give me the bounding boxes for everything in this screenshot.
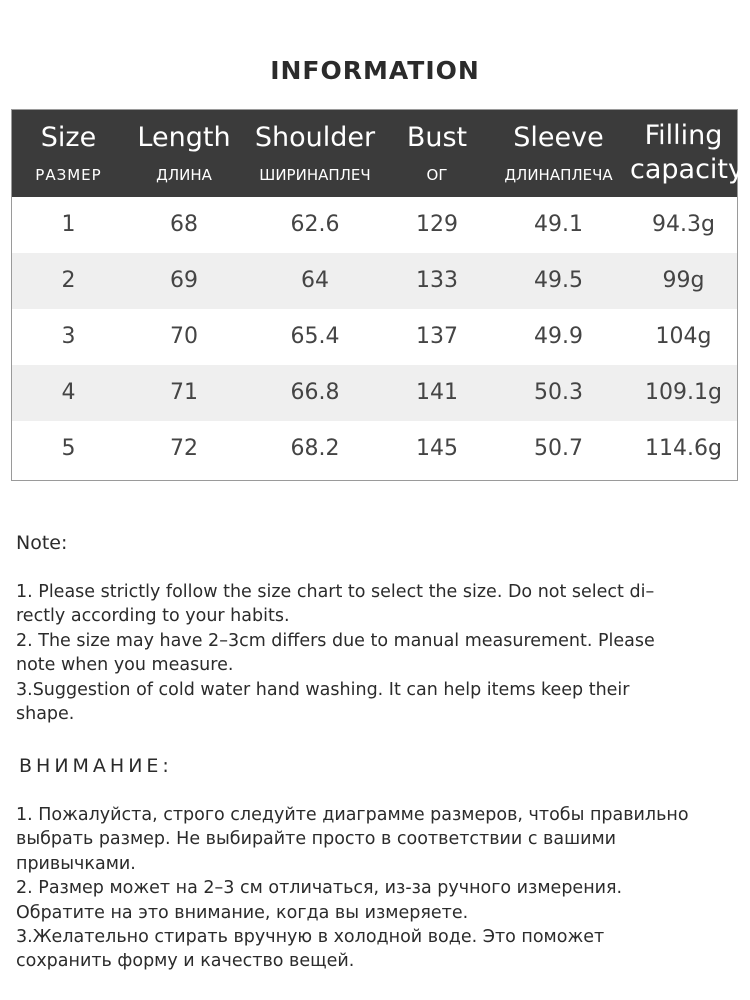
note-line: 3.Желательно стирать вручную в холодной воде. Это поможет <box>16 927 605 948</box>
table-header <box>12 110 744 197</box>
note-line: сохранить форму и качество вещей. <box>16 951 355 972</box>
header-length-en: Length <box>137 122 231 153</box>
note-line: 2. The size may have 2–3cm differs due to manual measurement. Please <box>16 630 655 651</box>
table-row <box>12 365 737 421</box>
header-bust <box>387 110 487 197</box>
cell-size: 4 <box>61 380 76 405</box>
note-line: 3.Suggestion of cold water hand washing. It can help items keep their <box>16 679 630 700</box>
cell-size: 2 <box>61 268 76 293</box>
cell-filling: 104g <box>655 324 712 349</box>
note-line: выбрать размер. Не выбирайте просто в соответствии с вашими <box>16 829 617 850</box>
cell-filling: 109.1g <box>645 380 722 405</box>
note-heading-en: Note: <box>16 532 68 554</box>
header-bust-ru: ОГ <box>426 166 448 184</box>
cell-sleeve: 49.9 <box>534 324 583 349</box>
table-row <box>12 253 737 309</box>
header-size-ru: РАЗМЕР <box>35 166 102 184</box>
size-table <box>11 109 744 481</box>
cell-length: 69 <box>170 268 198 293</box>
table-body <box>12 197 737 477</box>
note-line: 1. Пожалуйста, строго следуйте диаграмме размеров, чтобы правильно <box>16 805 689 825</box>
cell-filling: 114.6g <box>645 436 722 461</box>
cell-bust: 129 <box>416 212 458 237</box>
cell-length: 68 <box>170 212 198 237</box>
header-bust-en: Bust <box>406 122 468 153</box>
header-sleeve-en: Sleeve <box>513 122 604 153</box>
cell-bust: 133 <box>416 268 458 293</box>
header-filling <box>630 110 744 197</box>
cell-length: 71 <box>170 380 198 405</box>
note-ru-body <box>16 803 736 974</box>
header-filling-en: Filling <box>644 120 723 151</box>
cell-filling: 99g <box>662 268 705 293</box>
cell-length: 72 <box>170 436 198 461</box>
header-length <box>125 110 243 197</box>
cell-shoulder: 64 <box>301 268 329 293</box>
cell-shoulder: 62.6 <box>290 212 340 237</box>
note-line: 2. Размер может на 2–3 см отличаться, из-за ручного измерения. <box>16 878 623 899</box>
cell-length: 70 <box>170 324 198 349</box>
cell-bust: 141 <box>416 380 458 405</box>
cell-bust: 137 <box>416 324 458 349</box>
note-line: rectly according to your habits. <box>16 606 290 627</box>
note-line: 1. Please strictly follow the size chart to select the size. Do not select di– <box>16 582 655 602</box>
header-size <box>12 110 125 197</box>
note-heading-ru: ВНИМАНИЕ: <box>19 755 173 777</box>
cell-sleeve: 50.3 <box>534 380 583 405</box>
header-sleeve-ru: ДЛИНАПЛЕЧА <box>504 166 613 184</box>
cell-sleeve: 49.1 <box>534 212 583 237</box>
header-filling-ru: capacity <box>630 154 744 185</box>
cell-sleeve: 49.5 <box>534 268 583 293</box>
cell-sleeve: 50.7 <box>534 436 583 461</box>
table-row <box>12 309 737 365</box>
cell-size: 1 <box>61 212 76 237</box>
note-line: note when you measure. <box>16 655 234 676</box>
header-shoulder <box>243 110 387 197</box>
header-shoulder-en: Shoulder <box>254 122 376 153</box>
header-length-ru: ДЛИНА <box>156 166 212 184</box>
cell-shoulder: 66.8 <box>290 380 340 405</box>
table-row <box>12 197 737 253</box>
cell-shoulder: 68.2 <box>290 436 340 461</box>
cell-size: 3 <box>61 324 76 349</box>
header-shoulder-ru: ШИРИНАПЛЕЧ <box>259 166 371 184</box>
cell-bust: 145 <box>416 436 458 461</box>
header-sleeve <box>487 110 630 197</box>
note-line: shape. <box>16 704 75 725</box>
note-en-body <box>16 580 736 726</box>
cell-size: 5 <box>61 436 76 461</box>
note-line: Обратите на это внимание, когда вы измеряете. <box>16 902 469 923</box>
header-size-en: Size <box>40 122 97 153</box>
note-line: привычками. <box>16 853 136 874</box>
cell-filling: 94.3g <box>652 212 715 237</box>
cell-shoulder: 65.4 <box>290 324 340 349</box>
page-title: INFORMATION <box>270 56 480 85</box>
table-row <box>12 421 737 477</box>
